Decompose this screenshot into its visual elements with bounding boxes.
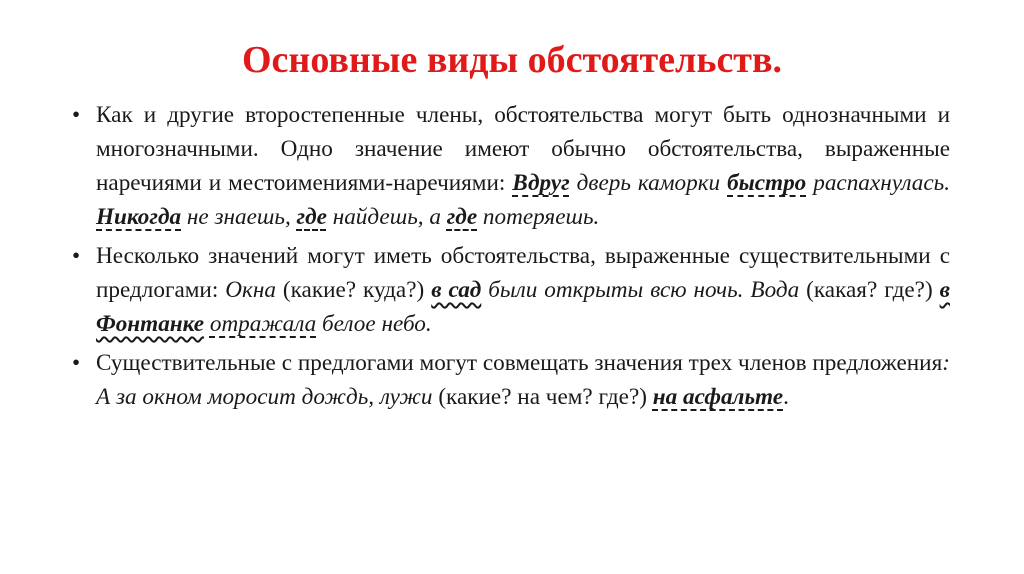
slide-title: Основные виды обстоятельств.	[242, 39, 782, 81]
example-text: дверь каморки	[569, 170, 728, 196]
example-text: : А за окном моросит дождь, лужи	[96, 350, 950, 410]
example-text: Окна	[225, 277, 276, 303]
adverbial-phrase: на асфальте	[652, 384, 784, 410]
text-run: Существительные с предлогами могут совмещать значения трех членов предложения	[96, 350, 943, 376]
bullet-marker: •	[72, 350, 81, 376]
question-text: (какие? на чем? где?)	[432, 384, 653, 410]
text-run: Несколько значений могут иметь обстоятельства, выраженные существительными с предлогами:	[96, 243, 950, 303]
text-run: .	[783, 384, 789, 410]
object-word: отражала	[209, 311, 317, 337]
example-text: найдешь, а	[326, 204, 447, 230]
adverbial-word: где	[296, 204, 327, 230]
question-text: (какая? где?)	[799, 277, 940, 303]
slide-content	[72, 98, 950, 419]
example-text: были открыты всю ночь. Вода	[481, 277, 800, 303]
bullet-marker: •	[72, 243, 81, 269]
bullet-marker: •	[72, 102, 81, 128]
adverbial-word: Вдруг	[512, 170, 570, 196]
adverbial-word: где	[446, 204, 478, 230]
example-text: распахнулась.	[806, 170, 950, 196]
example-text: белое небо.	[316, 311, 432, 337]
example-text: потеряешь.	[477, 204, 600, 230]
adverbial-phrase: в Фонтанке	[96, 277, 951, 337]
adverbial-word: Никогда	[96, 204, 182, 230]
bullet-item-1	[72, 98, 950, 234]
adverbial-phrase: в сад	[431, 277, 482, 303]
question-text: (какие? куда?)	[275, 277, 432, 303]
adverbial-word: быстро	[727, 170, 807, 196]
text-run: Как и другие второстепенные члены, обстоятельства могут быть однозначными и многозначными. Одно значение имеют обычно обстоятельства, выраженные наречиями и местоимениями-наречиями:	[96, 102, 950, 196]
bullet-item-2	[72, 239, 950, 341]
bullet-item-3	[72, 346, 950, 414]
example-text: не знаешь,	[181, 204, 297, 230]
